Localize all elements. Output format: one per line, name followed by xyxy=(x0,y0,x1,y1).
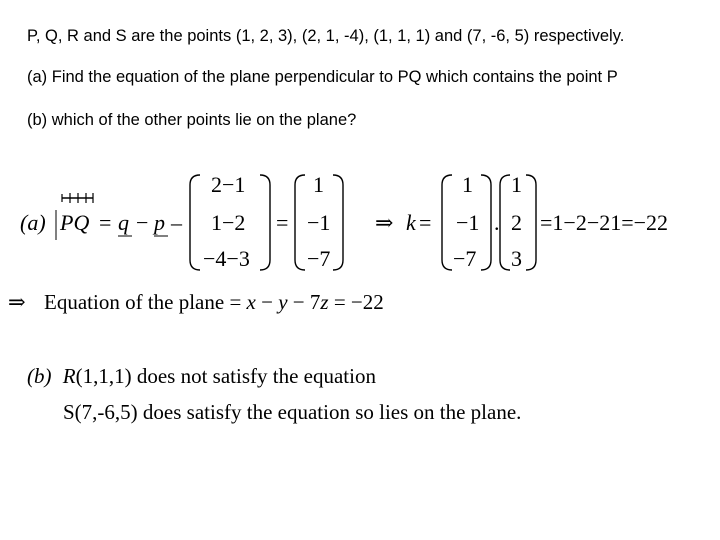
matrix4-row2: 2 xyxy=(511,210,522,235)
equation-y: y xyxy=(278,290,288,314)
matrix4-row3: 3 xyxy=(511,246,522,271)
point-r-coords: (1,1,1) xyxy=(75,364,132,388)
part-b-answer-s: S(7,-6,5) does satisfy the equation so lies on the plane. xyxy=(63,400,522,424)
matrix3-row2: −1 xyxy=(456,210,480,235)
plane-equation-line xyxy=(8,290,384,315)
matrix2-row1: 1 xyxy=(313,172,324,197)
matrix4-row1: 1 xyxy=(511,172,522,197)
k-result: =1−2−21=−22 xyxy=(540,210,669,235)
matrix1-row1: 2−1 xyxy=(211,172,246,197)
equation-x: x xyxy=(246,290,256,314)
vector-pq: PQ xyxy=(60,210,90,235)
matrix-difference xyxy=(190,172,270,271)
part-a-working xyxy=(0,160,720,280)
question-text: P, Q, R and S are the points (1, 2, 3), (2, 1, -4), (1, 1, 1) and (7, -6, 5) respectively. xyxy=(27,27,625,45)
equation-rhs: = −22 xyxy=(328,290,384,314)
equals-sign-3: = xyxy=(419,210,432,235)
equals-sign-2: = xyxy=(276,210,289,235)
vector-q: q xyxy=(118,210,129,235)
matrix1-row3: −4−3 xyxy=(203,246,250,271)
matrix-normal-vector xyxy=(295,172,343,271)
part-b-answer-r xyxy=(27,364,376,389)
minus-sign: − xyxy=(136,210,149,235)
implies-arrow-icon: ⇒ xyxy=(375,210,394,235)
matrix3-row1: 1 xyxy=(462,172,473,197)
equals-sign-1: = xyxy=(99,210,112,235)
point-r-result: does not satisfy the equation xyxy=(131,364,376,388)
equation-op1: − xyxy=(255,290,279,314)
matrix-normal-repeat xyxy=(442,172,491,271)
minus-sign-2: – xyxy=(171,210,182,235)
vector-p: p xyxy=(154,210,165,235)
point-r-name: R xyxy=(62,364,76,388)
part-a-label: (a) xyxy=(20,210,46,235)
part-b-prompt: (b) which of the other points lie on the plane? xyxy=(27,111,357,129)
equation-op2: − 7 xyxy=(287,290,321,314)
matrix2-row2: −1 xyxy=(307,210,331,235)
part-a-prompt: (a) Find the equation of the plane perpendicular to PQ which contains the point P xyxy=(27,68,618,86)
matrix2-row3: −7 xyxy=(307,246,331,271)
constant-k: k xyxy=(406,210,416,235)
dot-product: . xyxy=(494,210,500,235)
equation-z: z xyxy=(320,290,329,314)
part-b-label: (b) xyxy=(27,364,52,388)
implies-arrow-icon: ⇒ xyxy=(8,290,26,314)
equation-label: Equation of the plane = xyxy=(44,290,247,314)
matrix1-row2: 1−2 xyxy=(211,210,246,235)
matrix-point-p xyxy=(500,172,536,271)
matrix3-row3: −7 xyxy=(453,246,477,271)
